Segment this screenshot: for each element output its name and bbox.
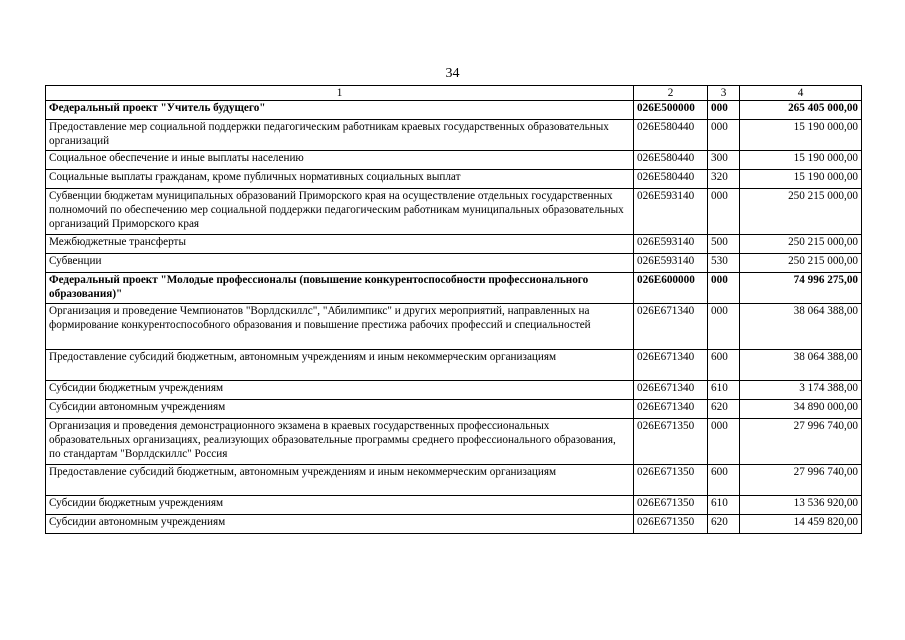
row-name: Федеральный проект "Учитель будущего" bbox=[46, 101, 634, 120]
table-row bbox=[46, 170, 862, 189]
header-cell-2: 2 bbox=[634, 86, 708, 101]
row-name: Субсидии бюджетным учреждениям bbox=[46, 496, 634, 515]
row-kind: 000 bbox=[708, 304, 740, 350]
table-row bbox=[46, 101, 862, 120]
row-amount: 250 215 000,00 bbox=[740, 235, 862, 254]
row-name: Предоставление субсидий бюджетным, автономным учреждениям и иным некоммерческим организациям bbox=[46, 465, 634, 496]
row-name: Предоставление мер социальной поддержки педагогическим работникам краевых государственных образовательных организаций bbox=[46, 120, 634, 151]
row-name: Социальные выплаты гражданам, кроме публичных нормативных социальных выплат bbox=[46, 170, 634, 189]
row-name: Федеральный проект "Молодые профессионалы (повышение конкурентоспособности профессионального образования)" bbox=[46, 273, 634, 304]
row-code: 026E671340 bbox=[634, 350, 708, 381]
row-kind: 600 bbox=[708, 350, 740, 381]
row-kind: 000 bbox=[708, 101, 740, 120]
row-kind: 320 bbox=[708, 170, 740, 189]
table-row bbox=[46, 254, 862, 273]
row-amount: 27 996 740,00 bbox=[740, 465, 862, 496]
row-code: 026E671350 bbox=[634, 496, 708, 515]
table-row bbox=[46, 515, 862, 534]
row-kind: 300 bbox=[708, 151, 740, 170]
row-name: Субсидии автономным учреждениям bbox=[46, 400, 634, 419]
row-amount: 74 996 275,00 bbox=[740, 273, 862, 304]
header-cell-4: 4 bbox=[740, 86, 862, 101]
row-code: 026E500000 bbox=[634, 101, 708, 120]
row-amount: 14 459 820,00 bbox=[740, 515, 862, 534]
table-row bbox=[46, 235, 862, 254]
row-kind: 610 bbox=[708, 381, 740, 400]
budget-table bbox=[45, 85, 862, 534]
row-amount: 27 996 740,00 bbox=[740, 419, 862, 465]
row-amount: 34 890 000,00 bbox=[740, 400, 862, 419]
row-amount: 38 064 388,00 bbox=[740, 304, 862, 350]
row-name: Субсидии автономным учреждениям bbox=[46, 515, 634, 534]
row-name: Субвенции bbox=[46, 254, 634, 273]
row-code: 026E671350 bbox=[634, 419, 708, 465]
row-kind: 620 bbox=[708, 515, 740, 534]
row-kind: 000 bbox=[708, 189, 740, 235]
row-amount: 15 190 000,00 bbox=[740, 120, 862, 151]
page-number: 34 bbox=[445, 66, 460, 81]
row-kind: 000 bbox=[708, 273, 740, 304]
row-amount: 15 190 000,00 bbox=[740, 151, 862, 170]
header-cell-1: 1 bbox=[46, 86, 634, 101]
row-code: 026E580440 bbox=[634, 120, 708, 151]
table-row bbox=[46, 465, 862, 496]
row-kind: 530 bbox=[708, 254, 740, 273]
table-row bbox=[46, 400, 862, 419]
row-code: 026E580440 bbox=[634, 170, 708, 189]
row-amount: 13 536 920,00 bbox=[740, 496, 862, 515]
row-name: Межбюджетные трансферты bbox=[46, 235, 634, 254]
table-row bbox=[46, 304, 862, 350]
row-code: 026E593140 bbox=[634, 254, 708, 273]
table-row bbox=[46, 273, 862, 304]
table-row bbox=[46, 419, 862, 465]
row-amount: 250 215 000,00 bbox=[740, 254, 862, 273]
row-kind: 000 bbox=[708, 120, 740, 151]
row-amount: 265 405 000,00 bbox=[740, 101, 862, 120]
row-code: 026E671340 bbox=[634, 381, 708, 400]
row-kind: 000 bbox=[708, 419, 740, 465]
row-name: Организация и проведение Чемпионатов "Ворлдскиллс", "Абилимпикс" и других мероприятий, направленных на формирование конкурентоспособного образования и повышение престижа рабочих профессий и специальностей bbox=[46, 304, 634, 350]
row-kind: 600 bbox=[708, 465, 740, 496]
table-row bbox=[46, 496, 862, 515]
row-name: Организация и проведения демонстрационного экзамена в краевых государственных профессиональных образовательных организациях, реализующих образовательные программы среднего профессионального образования, по стандартам "Ворлдскиллс" Россия bbox=[46, 419, 634, 465]
row-name: Субвенции бюджетам муниципальных образований Приморского края на осуществление отдельных государственных полномочий по обеспечению мер социальной поддержки педагогическим работникам муниципальных образовательных организаций Приморского края bbox=[46, 189, 634, 235]
row-kind: 620 bbox=[708, 400, 740, 419]
row-name: Социальное обеспечение и иные выплаты населению bbox=[46, 151, 634, 170]
row-amount: 15 190 000,00 bbox=[740, 170, 862, 189]
row-amount: 250 215 000,00 bbox=[740, 189, 862, 235]
row-name: Субсидии бюджетным учреждениям bbox=[46, 381, 634, 400]
row-amount: 3 174 388,00 bbox=[740, 381, 862, 400]
row-kind: 500 bbox=[708, 235, 740, 254]
table-row bbox=[46, 120, 862, 151]
table-row bbox=[46, 350, 862, 381]
table-row bbox=[46, 189, 862, 235]
table-header-row bbox=[46, 86, 862, 101]
row-code: 026E593140 bbox=[634, 189, 708, 235]
row-code: 026E671350 bbox=[634, 465, 708, 496]
row-code: 026E580440 bbox=[634, 151, 708, 170]
table-row bbox=[46, 151, 862, 170]
row-code: 026E593140 bbox=[634, 235, 708, 254]
row-code: 026E600000 bbox=[634, 273, 708, 304]
table-row bbox=[46, 381, 862, 400]
row-code: 026E671350 bbox=[634, 515, 708, 534]
row-code: 026E671340 bbox=[634, 304, 708, 350]
row-kind: 610 bbox=[708, 496, 740, 515]
row-name: Предоставление субсидий бюджетным, автономным учреждениям и иным некоммерческим организациям bbox=[46, 350, 634, 381]
header-cell-3: 3 bbox=[708, 86, 740, 101]
row-code: 026E671340 bbox=[634, 400, 708, 419]
row-amount: 38 064 388,00 bbox=[740, 350, 862, 381]
